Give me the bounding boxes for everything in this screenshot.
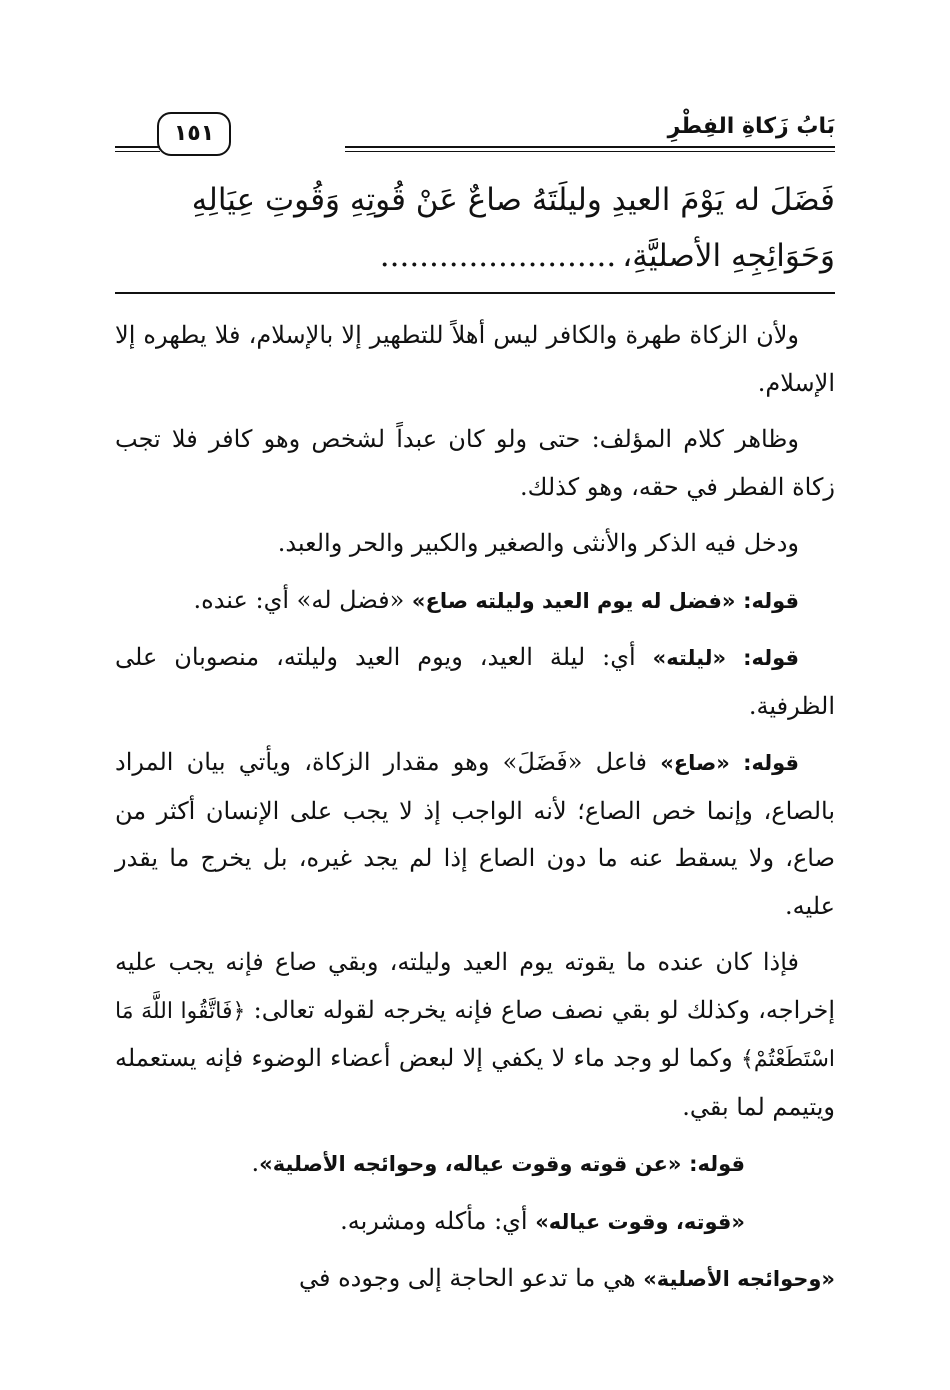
paragraph-text: أي: مأكله ومشربه. [340, 1206, 536, 1235]
paragraph: وظاهر كلام المؤلف: حتى ولو كان عبداً لشخص وهو كافر فلا تجب زكاة الفطر في حقه، وهو كذلك. [115, 425, 835, 501]
paragraph [115, 739, 835, 930]
paragraph [115, 634, 835, 730]
chapter-title: بَابُ زَكاةِ الفِطْرِ [667, 114, 835, 139]
quoted-matn: «عن قوته وقوت عياله، وحوائجه الأصلية» [259, 1152, 682, 1176]
paragraph [115, 577, 835, 626]
paragraph-text: فاعل «فَضَلَ» وهو مقدار الزكاة، ويأتي بيان المراد بالصاع، وإنما خص الصاع؛ لأنه الواجب إذ لا يجب على الإنسان أكثر من صاع، ولا يسقط عنه ما دون الصاع إذا لم يجد غيره، بل يخرج ما يقدر عليه. [115, 748, 835, 920]
paragraph-text: «فضل له» أي: عنده. [193, 585, 412, 614]
qawluh-label: قوله: [689, 1152, 745, 1176]
qawluh-label: قوله: [743, 646, 799, 670]
quoted-matn: «صاع» [660, 751, 730, 775]
paragraph-text: هي ما تدعو الحاجة إلى وجوده في [298, 1264, 644, 1292]
matn-text [115, 172, 835, 284]
quoted-matn: «فضل له يوم العيد وليلته صاع» [411, 588, 736, 613]
qawluh-label: قوله: [743, 751, 799, 775]
paragraph-text: فإذا كان عنده ما يقوته يوم العيد وليلته، وبقي صاع فإنه يجب عليه إخراجه، وكذلك لو بقي نصف صاع فإنه يخرجه لقوله تعالى: [115, 948, 835, 1024]
quoted-matn: «قوته، وقوت عياله» [535, 1209, 745, 1234]
paragraph [115, 1255, 835, 1304]
quoted-matn: «ليلته» [652, 646, 727, 670]
quran-verse: ﴿فَاتَّقُوا اللَّهَ مَا اسْتَطَعْتُمْ﴾ [115, 998, 835, 1072]
matn-dots: ........................ [379, 238, 617, 274]
matn-line-2-text: وَحَوَائِجِهِ الأصليَّةِ، [622, 238, 835, 274]
header-rule-left [115, 146, 160, 152]
paragraph: ولأن الزكاة طهرة والكافر ليس أهلاً للتطهير إلا بالإسلام، فلا يطهره إلا الإسلام. [115, 321, 835, 397]
running-header [115, 110, 835, 160]
qawluh-label: قوله: [743, 588, 799, 613]
header-rule-right [345, 146, 835, 152]
matn-line-1: فَضَلَ له يَوْمَ العيدِ وليلَتَهُ صاعٌ عَنْ قُوتِهِ وَقُوتِ عِيَالِهِ [191, 182, 835, 218]
commentary [115, 312, 835, 1313]
paragraph: ودخل فيه الذكر والأنثى والصغير والكبير والحر والعبد. [277, 529, 799, 557]
matn-line-2 [115, 228, 835, 284]
paragraph [115, 1140, 835, 1189]
paragraph [115, 1198, 835, 1247]
quoted-matn: «وحوائجه الأصلية» [643, 1267, 835, 1291]
page-number: ١٥١ [157, 112, 231, 156]
matn-separator [115, 292, 835, 294]
paragraph-text: وكما لو وجد ماء لا يكفي إلا لبعض أعضاء الوضوء فإنه يستعمله ويتيمم لما بقي. [115, 1044, 835, 1121]
paragraph-text: أي: ليلة العيد، ويوم العيد وليلته، منصوبان على الظرفية. [115, 643, 835, 720]
paragraph [115, 939, 835, 1131]
paragraph-text: . [251, 1149, 260, 1177]
